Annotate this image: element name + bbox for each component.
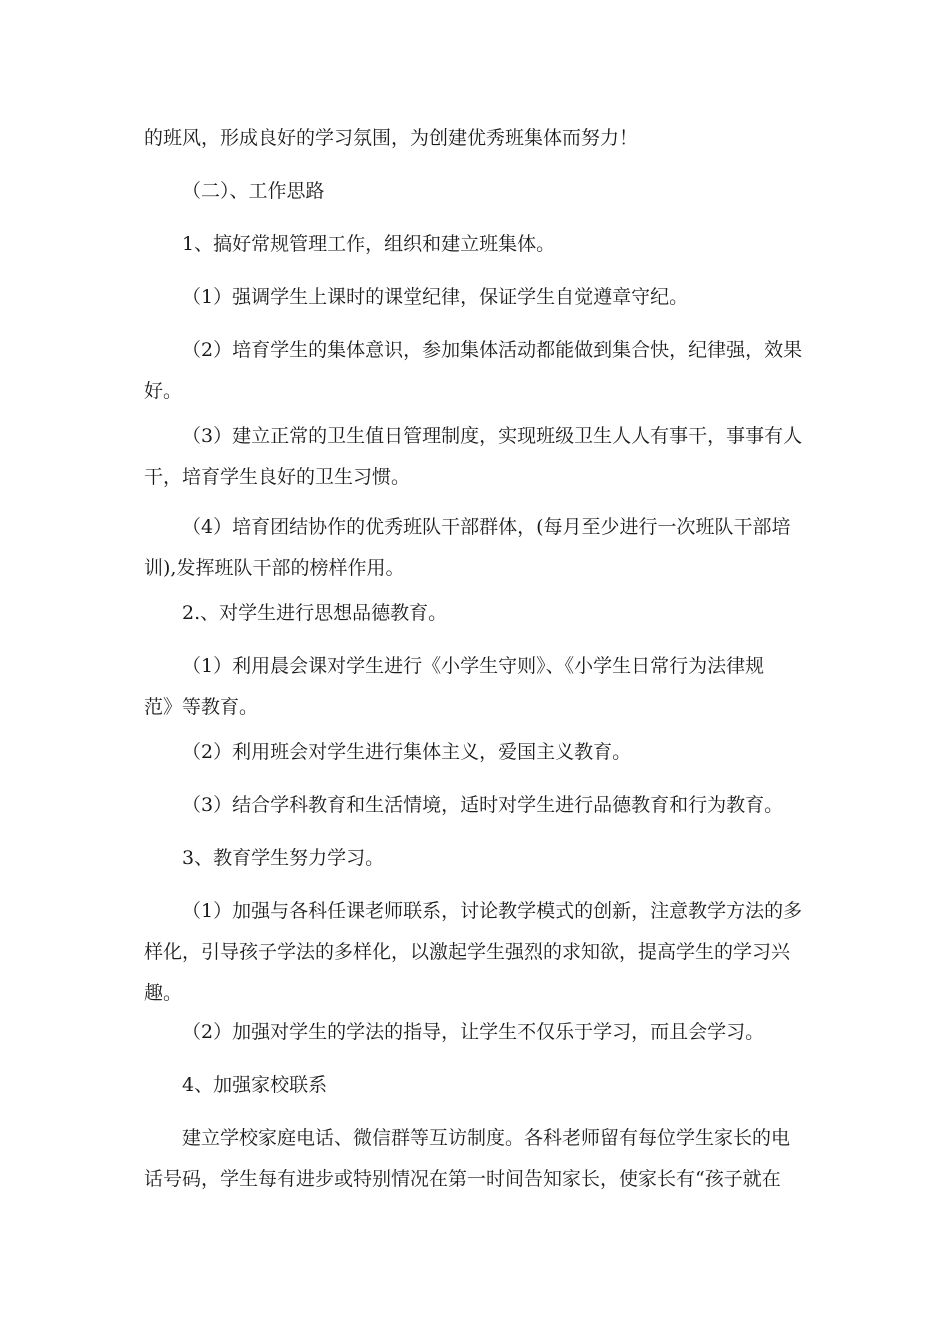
item-1-3 bbox=[144, 416, 806, 498]
item-1-1 bbox=[144, 277, 806, 318]
paragraph-0 bbox=[144, 118, 806, 159]
paragraph-line: 话号码，学生每有进步或特别情况在第一时间告知家长，使家长有“孩子就在 bbox=[144, 1168, 781, 1190]
paragraph-line: 建立学校家庭电话、微信群等互访制度。各科老师留有每位学生家长的电 bbox=[182, 1127, 791, 1149]
paragraph-line: 1、搞好常规管理工作，组织和建立班集体。 bbox=[182, 233, 556, 255]
paragraph-line: （2）培育学生的集体意识，参加集体活动都能做到集合快，纪律强，效果 bbox=[182, 339, 803, 361]
paragraph-line: 训),发挥班队干部的榜样作用。 bbox=[144, 557, 405, 579]
paragraph-line: （1）加强与各科任课老师联系，讨论教学模式的创新，注意教学方法的多 bbox=[182, 900, 803, 922]
paragraph-line: 好。 bbox=[144, 380, 183, 402]
paragraph-line: （3）建立正常的卫生值日管理制度，实现班级卫生人人有事干，事事有人 bbox=[182, 425, 803, 447]
paragraph-line: 4、加强家校联系 bbox=[182, 1074, 328, 1096]
item-3-2 bbox=[144, 1012, 806, 1053]
paragraph-line: 范》等教育。 bbox=[144, 696, 259, 718]
item-2-1 bbox=[144, 646, 806, 728]
item-2-2 bbox=[144, 732, 806, 773]
item-2-heading bbox=[144, 593, 806, 634]
item-1-heading bbox=[144, 224, 806, 265]
paragraph-line: （1）强调学生上课时的课堂纪律，保证学生自觉遵章守纪。 bbox=[182, 286, 689, 308]
item-4-body bbox=[144, 1118, 806, 1200]
item-1-4 bbox=[144, 507, 806, 589]
paragraph-line: （2）利用班会对学生进行集体主义，爱国主义教育。 bbox=[182, 741, 632, 763]
heading-work-ideas bbox=[144, 171, 806, 212]
item-4-heading bbox=[144, 1065, 806, 1106]
item-3-heading bbox=[144, 838, 806, 879]
paragraph-line: （2）加强对学生的学法的指导，让学生不仅乐于学习，而且会学习。 bbox=[182, 1021, 765, 1043]
paragraph-line: 干，培育学生良好的卫生习惯。 bbox=[144, 466, 411, 488]
item-2-3 bbox=[144, 785, 806, 826]
paragraph-line: （二）、工作思路 bbox=[182, 180, 325, 202]
paragraph-line: （4）培育团结协作的优秀班队干部群体，(每月至少进行一次班队干部培 bbox=[182, 516, 791, 538]
item-1-2 bbox=[144, 330, 806, 412]
item-3-1 bbox=[144, 891, 806, 1014]
paragraph-line: （1）利用晨会课对学生进行《小学生守则》、《小学生日常行为法律规 bbox=[182, 655, 765, 677]
paragraph-line: 2.、对学生进行思想品德教育。 bbox=[182, 602, 448, 624]
paragraph-line: 3、教育学生努力学习。 bbox=[182, 847, 385, 869]
paragraph-line: （3）结合学科教育和生活情境，适时对学生进行品德教育和行为教育。 bbox=[182, 794, 784, 816]
paragraph-line: 的班风，形成良好的学习氛围，为创建优秀班集体而努力！ bbox=[144, 127, 639, 149]
paragraph-line: 趣。 bbox=[144, 982, 183, 1004]
paragraph-line: 样化，引导孩子学法的多样化，以激起学生强烈的求知欲，提高学生的学习兴 bbox=[144, 941, 791, 963]
